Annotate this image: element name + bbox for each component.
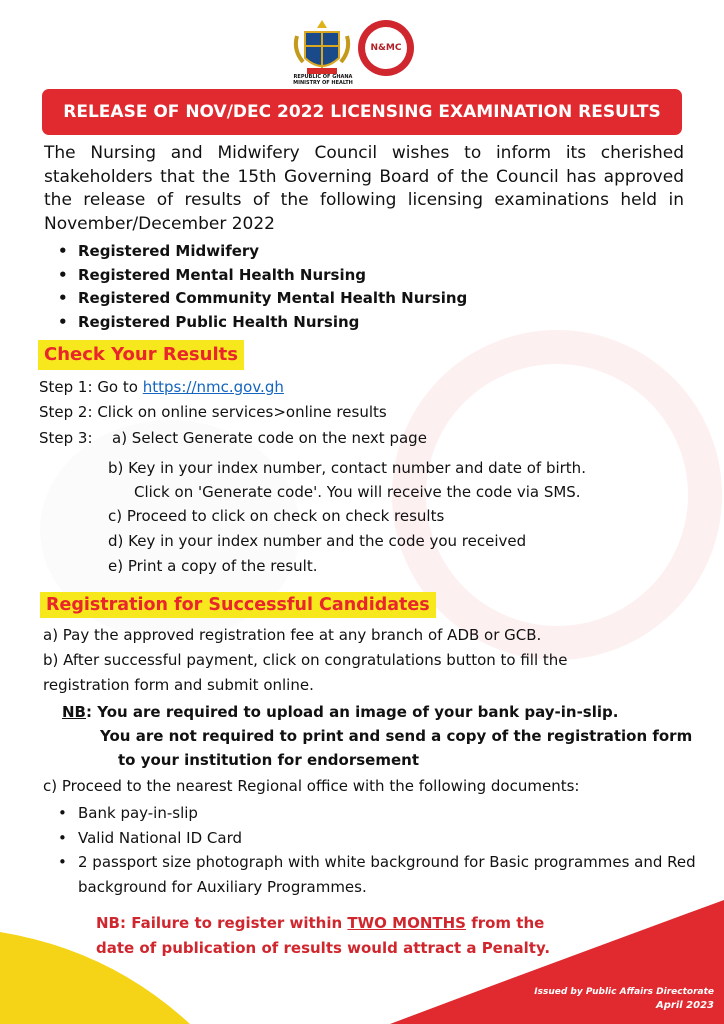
check-results-heading: Check Your Results [38,340,244,370]
coat-caption-line-2: MINISTRY OF HEALTH [293,80,353,86]
list-item: • Registered Public Health Nursing [58,311,467,335]
registration-heading: Registration for Successful Candidates [40,592,436,618]
step-3-a: a) Select Generate code on the next page [112,429,427,447]
step-2 [39,400,387,425]
list-item: • Registered Mental Health Nursing [58,264,467,288]
registration-step-c: c) Proceed to the nearest Regional office with the following documents: [43,777,580,795]
nmc-logo [358,20,414,76]
programme-list [58,240,467,334]
nmc-website-link[interactable]: https://nmc.gov.gh [142,378,284,396]
nb-label: NB [62,703,86,721]
penalty-line-1 [96,911,636,936]
issued-date: April 2023 [656,1000,714,1011]
nb-line-3: to your institution for endorsement [118,751,420,769]
issued-by [534,985,714,1013]
penalty-line-2: date of publication of results would attract a Penalty. [96,939,551,957]
issued-by-text: Issued by Public Affairs Directorate [534,987,714,997]
nb-line-2: You are not required to print and send a copy of the registration form [100,727,693,745]
step-3-e: e) Print a copy of the result. [108,557,318,575]
registration-step-a: a) Pay the approved registration fee at any branch of ADB or GCB. [43,626,542,644]
step-2-label: Step 2: [39,403,93,421]
penalty-notice [96,911,636,961]
step-1-label: Step 1: [39,378,93,396]
intro-paragraph: The Nursing and Midwifery Council wishes to inform its cherished stakeholders that the 15th Governing Board of the Council has approved the release of results of the following licensing examinations held in November/December 2022 [44,143,684,234]
ghana-coat-of-arms-icon [291,18,353,80]
step-3-label: Step 3: [39,429,93,447]
list-item: • Registered Community Mental Health Nursing [58,287,467,311]
nb-line-1: : You are required to upload an image of your bank pay-in-slip. [86,703,619,721]
page-title: RELEASE OF NOV/DEC 2022 LICENSING EXAMINATION RESULTS [42,89,682,135]
list-item: • Valid National ID Card [58,826,702,851]
step-1 [39,375,284,400]
list-item: • 2 passport size photograph with white background for Basic programmes and Red background for Auxiliary Programmes. [58,850,702,899]
coat-caption-line-1: REPUBLIC OF GHANA [293,74,353,80]
list-item: • Registered Midwifery [58,240,467,264]
step-3-b: b) Key in your index number, contact number and date of birth. [108,459,586,477]
registration-step-b-cont: registration form and submit online. [43,676,314,694]
penalty-text-1: NB: Failure to register within [96,914,348,932]
registration-step-b: b) After successful payment, click on congratulations button to fill the [43,651,568,669]
step-3-c: c) Proceed to click on check on check results [108,507,445,525]
nb-upload-note [62,700,618,724]
step-3-d: d) Key in your index number and the code you received [108,532,527,550]
step-3-b-cont: Click on 'Generate code'. You will receive the code via SMS. [134,483,581,501]
nmc-logo-text: N&MC [365,27,407,69]
step-3 [39,426,93,451]
penalty-text-2: from the [465,914,545,932]
penalty-emphasis: TWO MONTHS [347,914,466,932]
header-logos [0,14,724,84]
list-item: • Bank pay-in-slip [58,801,702,826]
step-2-text: Click on online services>online results [97,403,387,421]
coat-of-arms-caption [285,74,361,86]
step-1-text: Go to [97,378,138,396]
